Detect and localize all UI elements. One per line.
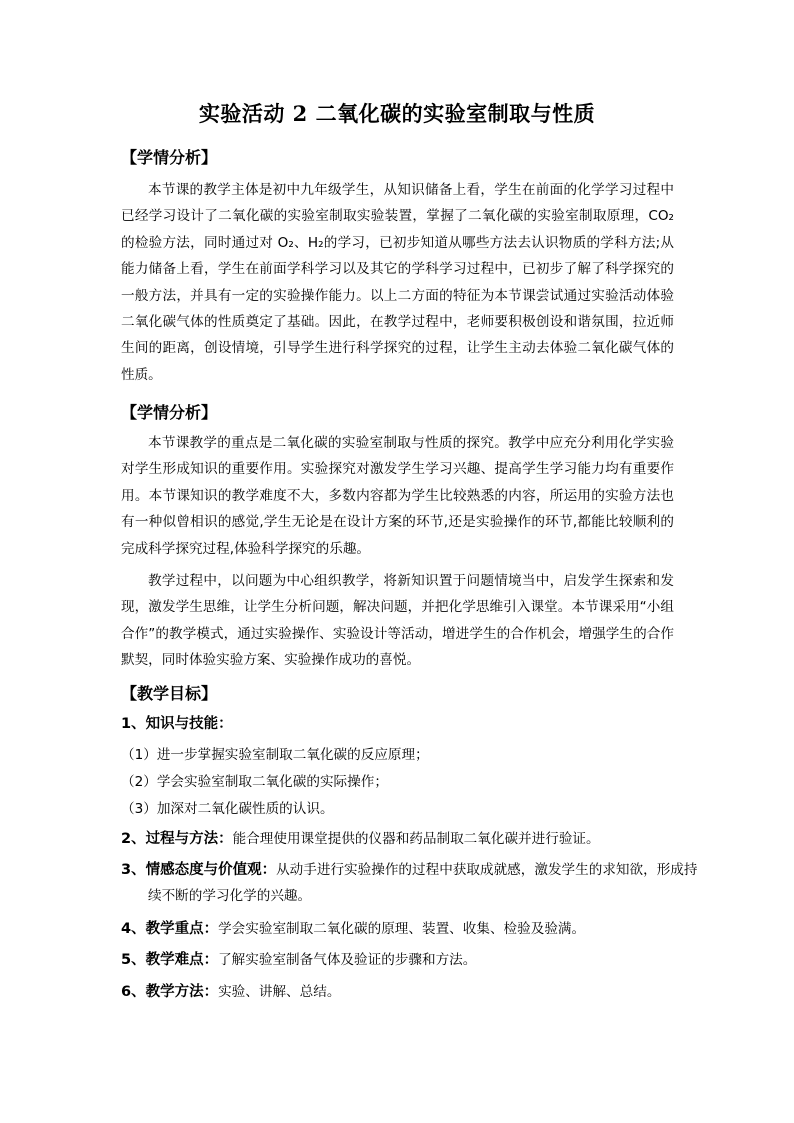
goal5-label: 5、教学难点： [121,952,219,968]
goal-process-methods [121,826,681,852]
teaching-focus-paragraph: 本节课教学的重点是二氧化碳的实验室制取与性质的探究。教学中应充分利用化学实验对学生形成知识的重要作用。实验探究对激发学生学习兴趣、提高学生学习能力均有重要作用。本节课知识的教学难度不大，多数内容都为学生比较熟悉的内容，所运用的实验方法也有一种似曾相识的感觉,学生无论是在设计方案的环节,还是实验操作的环节,都能比较顺利的完成科学探究过程,体验科学探究的乐趣。 [121,435,674,557]
goal-teaching-focus [121,916,681,942]
teaching-process-paragraph: 教学过程中，以问题为中心组织教学，将新知识置于问题情境当中，启发学生探索和发现，激发学生思维，让学生分析问题，解决问题，并把化学思维引入课堂。本节课采用“小组合作”的教学模式，通过实验操作、实验设计等活动，增进学生的合作机会，增强学生的合作默契，同时体验实验方案、实验操作成功的喜悦。 [121,573,674,669]
goal5-text: 了解实验室制备气体及验证的步骤和方法。 [218,952,477,968]
goal4-text: 学会实验室制取二氧化碳的原理、装置、收集、检验及验满。 [218,921,586,937]
goal6-label: 6、教学方法： [121,984,219,1000]
goal3-label: 3、情感态度与价值观： [121,862,277,878]
section-heading-learning-analysis: 【学情分析】 [121,148,218,167]
goal2-label: 2、过程与方法： [121,831,233,847]
goal1-item-3: （3）加深对二氧化碳性质的认识。 [121,801,334,817]
goal1-item-2: （2）学会实验室制取二氧化碳的实际操作； [121,774,388,790]
section-heading-learning-analysis-2: 【学情分析】 [121,403,218,422]
goal-attitudes-values [121,857,708,909]
section-heading-teaching-goals: 【教学目标】 [121,684,218,703]
goal2-text: 能合理使用课堂提供的仪器和药品制取二氧化碳并进行验证。 [232,831,600,847]
document-title: 实验活动 2 二氧化碳的实验室制取与性质 [198,101,596,126]
learning-analysis-paragraph: 本节课的教学主体是初中九年级学生，从知识储备上看，学生在前面的化学学习过程中已经学习设计了二氧化碳的实验室制取实验装置，掌握了二氧化碳的实验室制取原理，CO₂的检验方法，同时通过对 O₂、H₂的学习，已初步知道从哪些方法去认识物质的学科方法;从能力储备上看，学生在前面学科学习以及其它的学科学习过程中，已初步了解了科学探究的一般方法，并具有一定的实验操作能力。以上二方面的特征为本节课尝试通过实验活动体验二氧化碳气体的性质奠定了基础。因此，在教学过程中，老师要积极创设和谐氛围，拉近师生间的距离，创设情境，引导学生进行科学探究的过程，让学生主动去体验二氧化碳气体的性质。 [121,182,674,383]
goal6-text: 实验、讲解、总结。 [218,984,341,1000]
goal4-label: 4、教学重点： [121,921,219,937]
goal-teaching-method [121,979,681,1005]
goal1-item-1: （1）进一步掌握实验室制取二氧化碳的反应原理； [121,747,429,763]
goal3-text: 从动手进行实验操作的过程中获取成就感，激发学生的求知欲，形成持续不断的学习化学的兴趣。 [148,862,698,904]
goal-teaching-difficulty [121,947,681,973]
goal-knowledge-skills-label: 1、知识与技能： [121,716,233,732]
